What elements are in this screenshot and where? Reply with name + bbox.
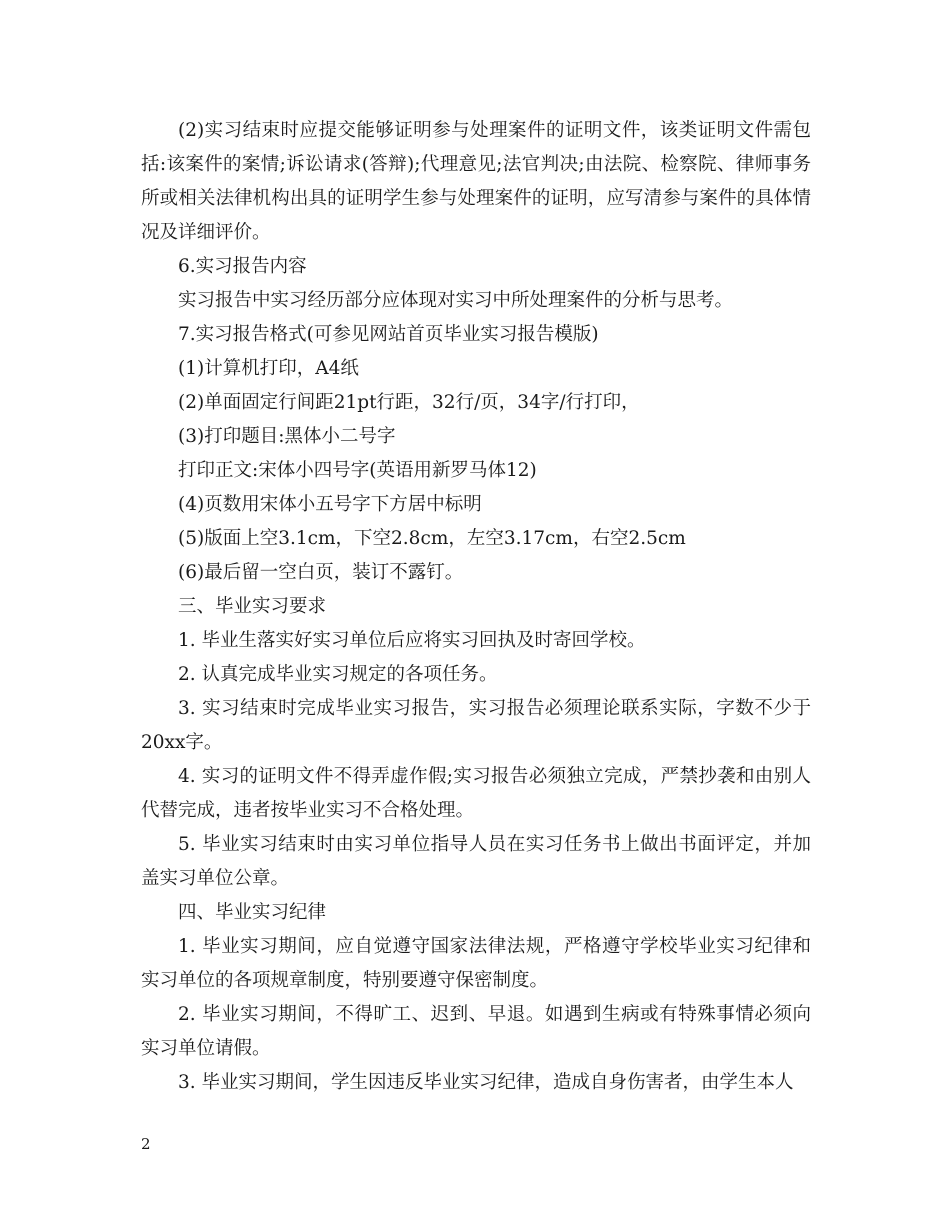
paragraph: 1. 毕业实习期间，应自觉遵守国家法律法规，严格遵守学校毕业实习纪律和实习单位的各项规章制度，特别要遵守保密制度。 xyxy=(141,936,811,991)
paragraph: (3)打印题目:黑体小二号字 xyxy=(178,426,396,447)
page-number: 2 xyxy=(141,1135,151,1153)
section-heading: 四、毕业实习纪律 xyxy=(178,902,327,923)
paragraph: 1. 毕业生落实好实习单位后应将实习回执及时寄回学校。 xyxy=(178,630,646,651)
section-heading: 三、毕业实习要求 xyxy=(178,596,327,617)
paragraph: 3. 实习结束时完成毕业实习报告，实习报告必须理论联系实际，字数不少于20xx字。 xyxy=(141,698,811,753)
paragraph: 6.实习报告内容 xyxy=(178,256,307,277)
paragraph: (4)页数用宋体小五号字下方居中标明 xyxy=(178,494,482,515)
paragraph: 2. 认真完成毕业实习规定的各项任务。 xyxy=(178,664,498,685)
paragraph: 4. 实习的证明文件不得弄虚作假;实习报告必须独立完成，严禁抄袭和由别人代替完成，违者按毕业实习不合格处理。 xyxy=(141,766,811,821)
paragraph: 打印正文:宋体小四号字(英语用新罗马体12) xyxy=(178,460,537,481)
paragraph: 2. 毕业实习期间，不得旷工、迟到、早退。如遇到生病或有特殊事情必须向实习单位请假。 xyxy=(141,1004,811,1059)
paragraph: (2)单面固定行间距21pt行距，32行/页，34字/行打印， xyxy=(178,392,640,413)
paragraph: (2)实习结束时应提交能够证明参与处理案件的证明文件，该类证明文件需包括:该案件的案情;诉讼请求(答辩);代理意见;法官判决;由法院、检察院、律师事务所或相关法律机构出具的证明学生参与处理案件的证明，应写清参与案件的具体情况及详细评价。 xyxy=(141,120,811,243)
paragraph: 5. 毕业实习结束时由实习单位指导人员在实习任务书上做出书面评定，并加盖实习单位公章。 xyxy=(141,834,811,889)
paragraph: (1)计算机打印，A4纸 xyxy=(178,358,359,379)
paragraph: 实习报告中实习经历部分应体现对实习中所处理案件的分析与思考。 xyxy=(178,290,734,311)
paragraph: (6)最后留一空白页，装订不露钉。 xyxy=(178,562,464,583)
paragraph: (5)版面上空3.1cm，下空2.8cm，左空3.17cm，右空2.5cm xyxy=(178,528,686,549)
paragraph: 7.实习报告格式(可参见网站首页毕业实习报告模版) xyxy=(178,324,599,345)
document-body xyxy=(141,114,811,1100)
paragraph: 3. 毕业实习期间，学生因违反毕业实习纪律，造成自身伤害者，由学生本人 xyxy=(178,1072,794,1093)
